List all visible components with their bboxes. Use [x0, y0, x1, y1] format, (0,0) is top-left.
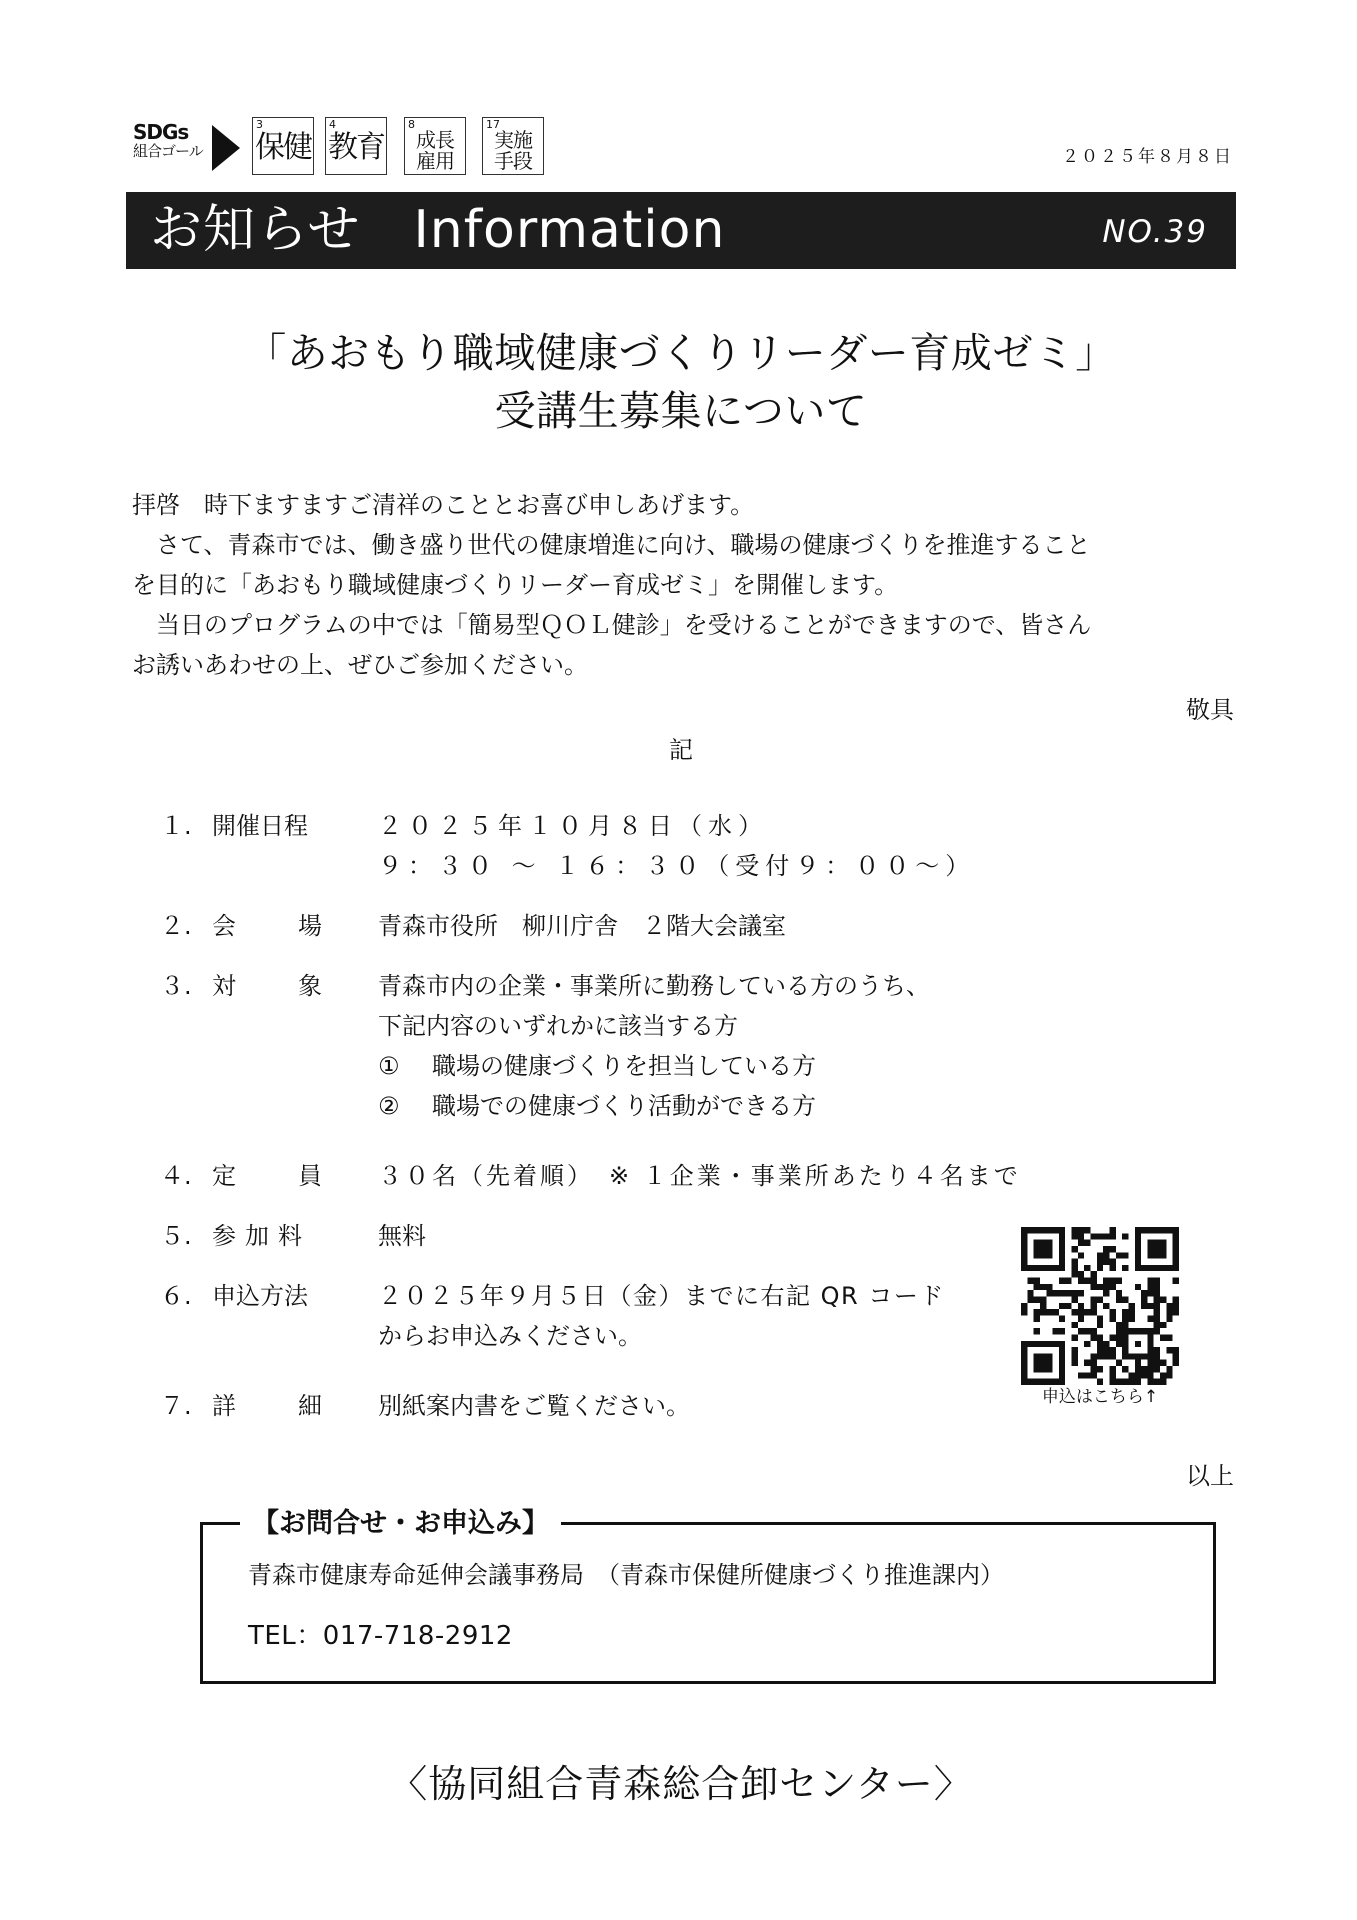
goal-label-line2: 雇用 — [416, 149, 454, 173]
item-number: ２. — [160, 912, 192, 940]
item-label-schedule: 開催日程 — [212, 812, 308, 840]
goal-label-line2: 手段 — [494, 149, 532, 173]
program-paragraph-line1: 当日のプログラムの中では「簡易型ＱＯＬ健診」を受けることができますので、皆さん — [132, 611, 1092, 639]
event-time: ９：３０ ～ １６：３０（受付９：００～） — [378, 852, 976, 880]
play-arrow-icon — [212, 125, 240, 171]
apply-method-line2: からお申込みください。 — [378, 1322, 642, 1350]
item-number: ５. — [160, 1222, 192, 1250]
target-line1: 青森市内の企業・事業所に勤務している方のうち、 — [378, 972, 930, 1000]
item-label-char: 細 — [298, 1392, 322, 1420]
sdgs-label-line1: SDGs — [133, 120, 189, 144]
item-label-fee: 参加料 — [212, 1222, 311, 1250]
circle-1-marker: ① — [378, 1052, 400, 1080]
contact-phone: TEL：017-718-2912 — [248, 1621, 513, 1651]
sdg-goal-17-badge — [482, 117, 544, 175]
page-title — [126, 324, 1236, 440]
page-title-line2: 受講生募集について — [494, 387, 868, 435]
goal-number: 17 — [486, 118, 500, 131]
target-condition-1: 職場の健康づくりを担当している方 — [432, 1052, 816, 1080]
item-number: ４. — [160, 1162, 192, 1190]
greeting-paragraph: 拝啓 時下ますますご清祥のこととお喜び申しあげます。 — [132, 491, 755, 519]
apply-method-line1: ２０２５年９月５日（金）までに右記 QR コード — [378, 1282, 945, 1310]
footer-organization: 〈協同組合青森総合卸センター〉 — [389, 1762, 973, 1806]
sdgs-label — [133, 122, 208, 159]
sdg-goal-4-badge — [325, 117, 387, 175]
item-number: ７. — [160, 1392, 192, 1420]
goal-number: 4 — [329, 118, 336, 131]
item-label-char: 象 — [298, 972, 322, 1000]
item-label-char: 対 — [212, 972, 236, 1000]
contact-title: 【お問合せ・お申込み】 — [240, 1506, 561, 1542]
goal-label-line1: 実施 — [494, 128, 532, 152]
sdgs-label-line2: 組合ゴール — [133, 142, 203, 160]
end-marker: 以上 — [1186, 1462, 1234, 1490]
fee-value: 無料 — [378, 1222, 426, 1250]
item-label-details — [212, 1386, 322, 1426]
event-date: ２０２５年１０月８日（水） — [378, 812, 768, 840]
goal-number: 3 — [256, 118, 263, 131]
item-label-char: 会 — [212, 912, 236, 940]
title-band — [126, 192, 1236, 269]
item-number: １. — [160, 812, 192, 840]
goal-label: 保健 — [255, 130, 311, 165]
goal-number: 8 — [408, 118, 415, 131]
goal-label — [483, 130, 543, 172]
item-label-capacity — [212, 1156, 322, 1196]
qr-code-icon[interactable] — [1021, 1227, 1179, 1385]
page-title-line1: 「あおもり職域健康づくりリーダー育成ゼミ」 — [245, 329, 1117, 377]
item-label-char: 詳 — [212, 1392, 236, 1420]
qr-caption: 申込はこちら↑ — [1041, 1387, 1159, 1407]
sdg-goal-8-badge — [404, 117, 466, 175]
contact-organization: 青森市健康寿命延伸会議事務局 （青森市保健所健康づくり推進課内） — [248, 1561, 1004, 1589]
item-label-apply-method: 申込方法 — [212, 1282, 308, 1310]
item-number: ３. — [160, 972, 192, 1000]
capacity-value: ３０名（先着順） ※ １企業・事業所あたり４名まで — [378, 1162, 1021, 1190]
target-line2: 下記内容のいずれかに該当する方 — [378, 1012, 738, 1040]
details-value: 別紙案内書をご覧ください。 — [378, 1392, 690, 1420]
closing-keigu: 敬具 — [1186, 696, 1234, 724]
ki-marker: 記 — [669, 736, 693, 764]
item-label-target — [212, 966, 322, 1006]
target-condition-2: 職場での健康づくり活動ができる方 — [432, 1092, 816, 1120]
band-title: お知らせ Information — [150, 200, 726, 260]
sdg-goal-3-badge — [252, 117, 314, 175]
issue-number: NO.39 — [1102, 214, 1208, 250]
contact-box — [200, 1522, 1216, 1684]
item-label-char: 員 — [298, 1162, 322, 1190]
venue-value: 青森市役所 柳川庁舎 ２階大会議室 — [378, 912, 786, 940]
program-paragraph-line2: お誘いあわせの上、ぜひご参加ください。 — [132, 651, 588, 679]
goal-label — [405, 130, 465, 172]
item-number: ６. — [160, 1282, 192, 1310]
item-label-char: 定 — [212, 1162, 236, 1190]
item-label-venue — [212, 906, 322, 946]
issue-date: ２０２５年８月８日 — [1062, 147, 1233, 167]
intro-paragraph-line2: を目的に「あおもり職域健康づくりリーダー育成ゼミ」を開催します。 — [132, 571, 899, 599]
intro-paragraph-line1: さて、青森市では、働き盛り世代の健康増進に向け、職場の健康づくりを推進すること — [132, 531, 1091, 559]
item-label-char: 場 — [298, 912, 322, 940]
circle-2-marker: ② — [378, 1092, 400, 1120]
goal-label-line1: 成長 — [416, 128, 454, 152]
goal-label: 教育 — [328, 130, 384, 165]
